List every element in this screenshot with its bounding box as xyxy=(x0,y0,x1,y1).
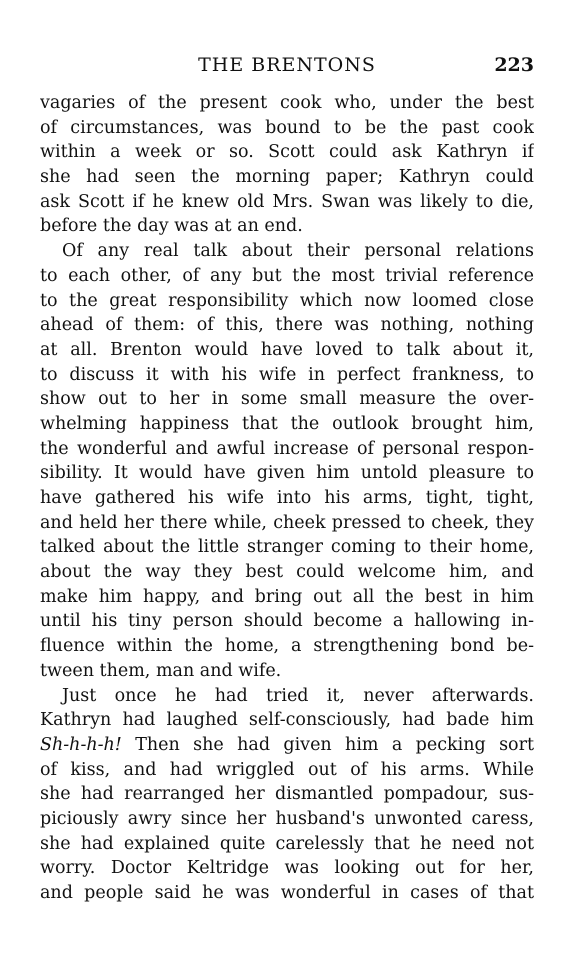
page-header xyxy=(40,54,534,84)
text-line: make him happy, and bring out all the best in him xyxy=(40,586,534,607)
text-line: she had seen the morning paper; Kathryn could xyxy=(40,167,534,188)
text-line: until his tiny person should become a hallowing in- xyxy=(40,611,534,632)
text-line: talked about the little stranger coming to their home, xyxy=(40,537,534,558)
text-line: have gathered his wife into his arms, tight, tight, xyxy=(40,488,534,508)
text-line: ahead of them: of this, there was nothing, nothing xyxy=(40,315,534,336)
text-line: and held her there while, cheek pressed to cheek, they xyxy=(40,512,534,533)
text-line: whelming happiness that the outlook brought him, xyxy=(40,413,534,434)
running-title: THE BRENTONS xyxy=(198,54,376,76)
body-text xyxy=(40,91,534,906)
text-line: Of any real talk about their personal relations xyxy=(62,241,534,262)
text-line: at all. Brenton would have loved to talk about it, xyxy=(40,339,534,360)
text-line: of circumstances, was bound to be the past cook xyxy=(40,117,534,138)
text-line: Kathryn had laughed self-consciously, had bade him xyxy=(40,710,534,731)
text-line: Just once he had tried it, never afterwards. xyxy=(62,685,534,706)
text-line: Sh-h-h-h! Then she had given him a pecking sort xyxy=(40,734,534,755)
italic-text: Sh-h-h-h! xyxy=(40,734,122,755)
page-number: 223 xyxy=(494,54,534,76)
text-line: she had rearranged her dismantled pompadour, sus- xyxy=(40,784,534,805)
text-line: vagaries of the present cook who, under the best xyxy=(40,93,534,113)
text-line: ask Scott if he knew old Mrs. Swan was likely to die, xyxy=(40,191,534,212)
text-line: the wonderful and awful increase of personal respon- xyxy=(40,438,534,459)
text-line: show out to her in some small measure the over- xyxy=(40,389,534,410)
text-line: to each other, of any but the most trivial reference xyxy=(40,265,534,286)
text-line: worry. Doctor Keltridge was looking out for her, xyxy=(40,858,534,879)
text-line: and people said he was wonderful in cases of that xyxy=(40,883,534,903)
text-line: tween them, man and wife. xyxy=(40,660,282,681)
text-line: about the way they best could welcome him, and xyxy=(40,562,534,583)
text-line: to the great responsibility which now loomed close xyxy=(40,290,534,311)
text-line: of kiss, and had wriggled out of his arms. While xyxy=(40,759,534,780)
text-line: fluence within the home, a strengthening bond be- xyxy=(40,636,534,657)
text-line: within a week or so. Scott could ask Kathryn if xyxy=(40,142,534,163)
text-line: sibility. It would have given him untold pleasure to xyxy=(40,463,534,484)
text-line: piciously awry since her husband's unwonted caress, xyxy=(40,808,534,829)
text-line: before the day was at an end. xyxy=(40,216,303,237)
text-line: she had explained quite carelessly that he need not xyxy=(40,833,534,854)
text-line: to discuss it with his wife in perfect frankness, to xyxy=(40,364,534,385)
